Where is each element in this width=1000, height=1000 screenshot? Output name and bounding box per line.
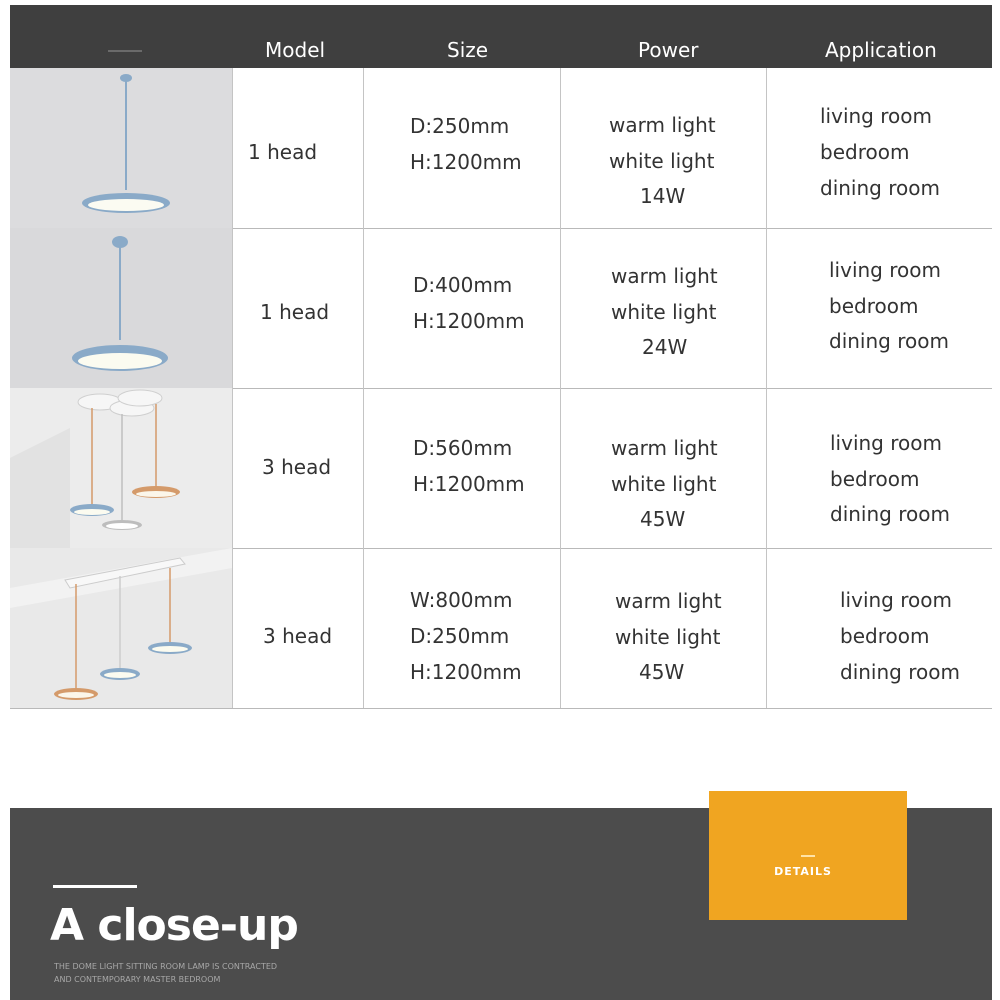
table-row <box>10 68 992 229</box>
power-cell <box>560 388 767 548</box>
size-cell <box>363 228 561 388</box>
application-value: living room <box>829 258 941 282</box>
application-value: dining room <box>820 176 940 200</box>
power-cell <box>560 228 767 388</box>
size-value: H:1200mm <box>410 660 522 684</box>
power-value: 45W <box>639 660 685 684</box>
closeup-title: A close-up <box>50 900 298 951</box>
application-cell <box>766 388 992 548</box>
application-value: dining room <box>829 329 949 353</box>
table-header <box>10 5 992 68</box>
power-value: warm light <box>611 436 718 460</box>
model-cell <box>232 228 364 388</box>
application-value: bedroom <box>829 294 919 318</box>
pendant-lamp-image <box>10 548 232 708</box>
image-cell <box>10 548 233 708</box>
header-dash <box>108 50 142 52</box>
pendant-lamp-image <box>10 68 232 228</box>
size-value: D:250mm <box>410 114 510 138</box>
model-cell <box>232 388 364 548</box>
title-rule <box>53 885 137 888</box>
power-value: warm light <box>615 589 722 613</box>
application-cell <box>766 548 992 708</box>
caption-line: AND CONTEMPORARY MASTER BEDROOM <box>54 975 221 984</box>
application-cell <box>766 68 992 228</box>
caption-line: THE DOME LIGHT SITTING ROOM LAMP IS CONTRACTED <box>54 962 278 971</box>
size-cell <box>363 388 561 548</box>
header-size: Size <box>447 38 489 62</box>
model-value: 1 head <box>260 300 330 324</box>
power-value: 24W <box>642 335 688 359</box>
image-cell <box>10 228 233 388</box>
size-value: H:1200mm <box>413 472 525 496</box>
model-cell <box>232 68 364 228</box>
power-value: white light <box>609 149 715 173</box>
power-cell <box>560 548 767 708</box>
application-value: bedroom <box>840 624 930 648</box>
size-cell <box>363 548 561 708</box>
application-value: living room <box>840 588 952 612</box>
model-value: 3 head <box>262 455 332 479</box>
model-cell <box>232 548 364 708</box>
power-value: warm light <box>611 264 718 288</box>
power-value: white light <box>611 472 717 496</box>
closeup-caption <box>54 960 354 986</box>
size-value: H:1200mm <box>413 309 525 333</box>
application-value: bedroom <box>830 467 920 491</box>
power-value: warm light <box>609 113 716 137</box>
pendant-lamp-image <box>10 228 232 388</box>
application-cell <box>766 228 992 388</box>
details-label: DETAILS <box>774 865 832 878</box>
application-value: bedroom <box>820 140 910 164</box>
size-cell <box>363 68 561 228</box>
header-power: Power <box>638 38 699 62</box>
details-dash <box>801 855 815 857</box>
power-value: 45W <box>640 507 686 531</box>
closeup-section <box>10 808 992 1000</box>
details-button[interactable] <box>709 791 907 920</box>
header-model: Model <box>265 38 326 62</box>
power-value: white light <box>615 625 721 649</box>
size-value: H:1200mm <box>410 150 522 174</box>
power-value: white light <box>611 300 717 324</box>
table-row <box>10 228 992 389</box>
size-value: D:250mm <box>410 624 510 648</box>
table-row <box>10 388 992 549</box>
table-row <box>10 548 992 709</box>
size-value: D:560mm <box>413 436 513 460</box>
size-value: D:400mm <box>413 273 513 297</box>
application-value: dining room <box>830 502 950 526</box>
model-value: 3 head <box>263 624 333 648</box>
pendant-lamp-image <box>10 388 232 548</box>
image-cell <box>10 388 233 548</box>
size-value: W:800mm <box>410 588 513 612</box>
power-cell <box>560 68 767 228</box>
application-value: dining room <box>840 660 960 684</box>
header-application: Application <box>825 38 937 62</box>
model-value: 1 head <box>248 140 318 164</box>
image-cell <box>10 68 233 228</box>
power-value: 14W <box>640 184 686 208</box>
application-value: living room <box>820 104 932 128</box>
application-value: living room <box>830 431 942 455</box>
